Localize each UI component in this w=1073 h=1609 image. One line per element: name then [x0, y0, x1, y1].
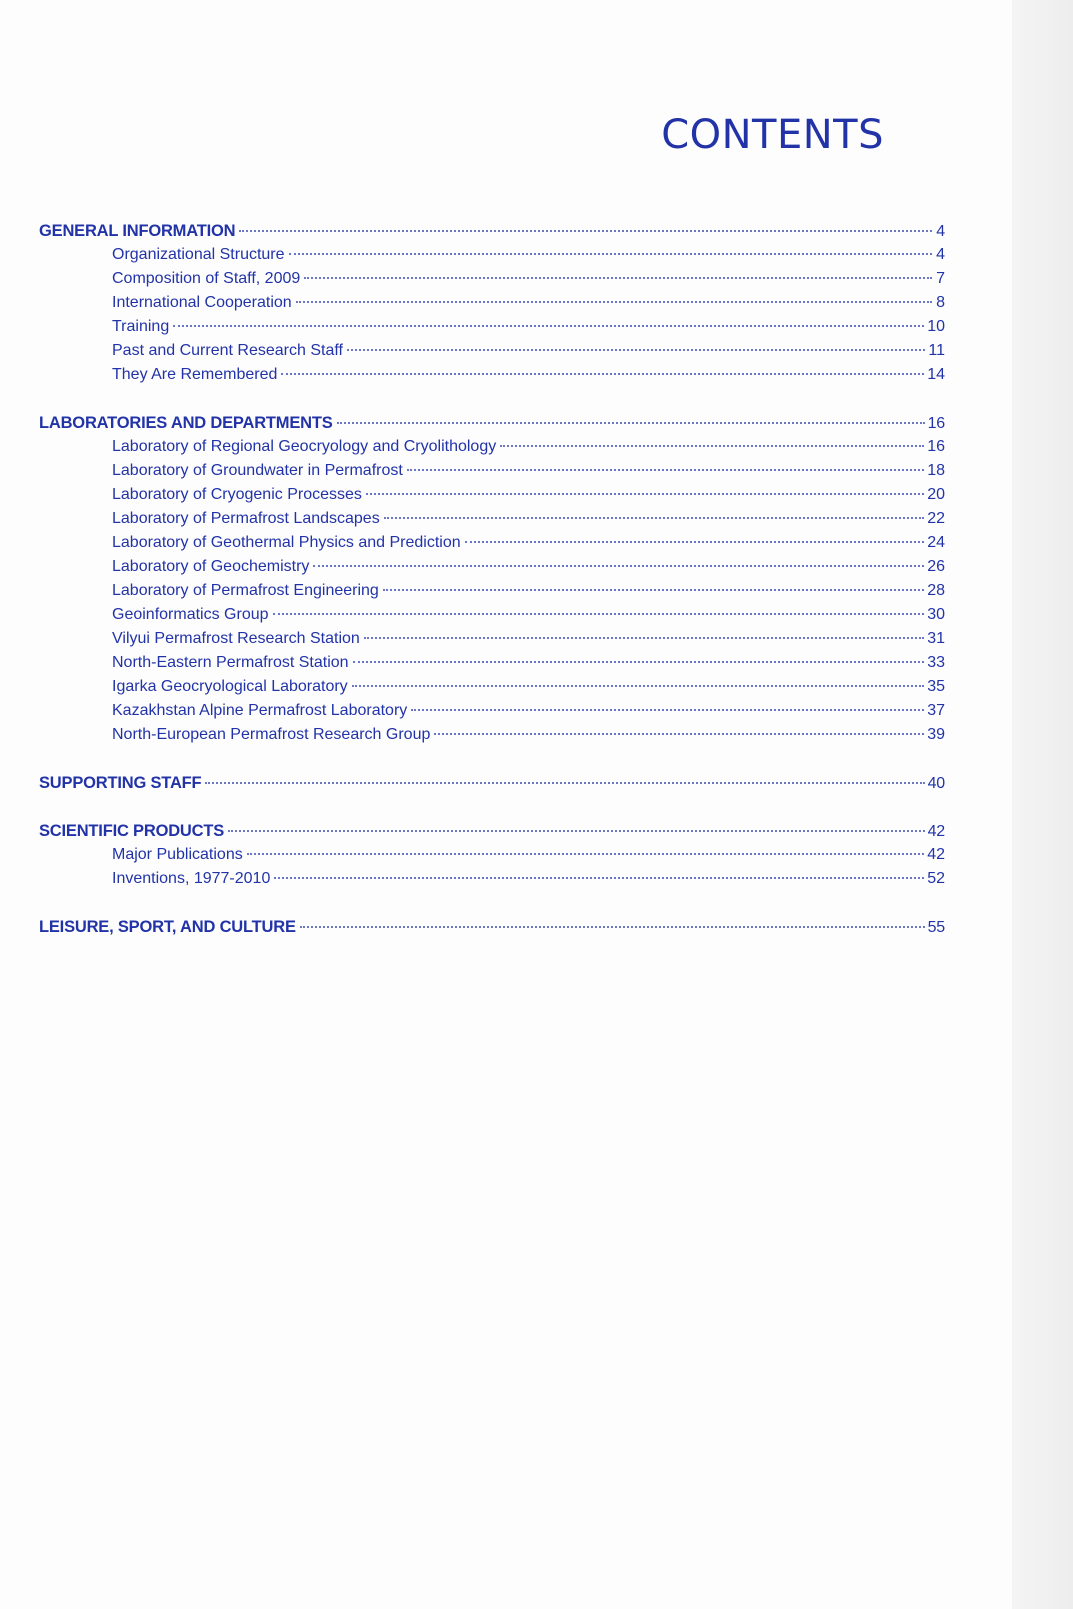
toc-entry-row[interactable] [39, 699, 945, 723]
toc-entry-label: Laboratory of Groundwater in Permafrost [112, 462, 403, 479]
toc-entry-row[interactable] [39, 531, 945, 555]
toc-page-number: 24 [927, 534, 945, 551]
toc-page-number: 8 [936, 294, 945, 311]
toc-entry-label: Major Publications [112, 846, 243, 863]
toc-page-number: 55 [927, 919, 945, 936]
toc-entry-row[interactable] [39, 627, 945, 651]
toc-entry-row[interactable] [39, 675, 945, 699]
toc-heading-row[interactable] [39, 771, 945, 795]
toc-section-scientific-products [39, 819, 945, 891]
toc-entry-row[interactable] [39, 579, 945, 603]
dot-leader [289, 253, 932, 255]
toc-page-number: 42 [927, 846, 945, 863]
dot-leader [434, 733, 924, 735]
toc-entry-row[interactable] [39, 315, 945, 339]
toc-entry-label: Geoinformatics Group [112, 606, 269, 623]
dot-leader [173, 325, 924, 327]
toc-page-number: 16 [927, 438, 945, 455]
toc-section-supporting-staff [39, 771, 945, 795]
toc-entry-label: Laboratory of Cryogenic Processes [112, 486, 362, 503]
toc-heading-label: SCIENTIFIC PRODUCTS [39, 822, 225, 840]
dot-leader [337, 422, 925, 424]
toc-page-number: 18 [927, 462, 945, 479]
toc-page-number: 22 [927, 510, 945, 527]
toc-entry-row[interactable] [39, 435, 945, 459]
dot-leader [384, 517, 925, 519]
dot-leader [313, 565, 924, 567]
dot-leader [273, 613, 925, 615]
toc-entry-row[interactable] [39, 507, 945, 531]
page-title: CONTENTS [661, 112, 884, 158]
toc-entry-label: North-Eastern Permafrost Station [112, 654, 349, 671]
toc-entry-label: International Cooperation [112, 294, 292, 311]
toc-page-number: 11 [928, 342, 945, 359]
toc-page-number: 33 [927, 654, 945, 671]
dot-leader [407, 469, 924, 471]
toc-page-number: 52 [927, 870, 945, 887]
dot-leader [500, 445, 924, 447]
toc-heading-label: GENERAL INFORMATION [39, 222, 236, 240]
toc-page-number: 39 [927, 726, 945, 743]
dot-leader [205, 782, 924, 784]
toc-page-number: 42 [927, 823, 945, 840]
toc-entry-row[interactable] [39, 483, 945, 507]
toc-entry-row[interactable] [39, 363, 945, 387]
toc-page-number: 40 [927, 775, 945, 792]
dot-leader [465, 541, 925, 543]
toc-entry-row[interactable] [39, 843, 945, 867]
dot-leader [281, 373, 924, 375]
toc-page-number: 4 [936, 246, 945, 263]
toc-entry-row[interactable] [39, 291, 945, 315]
toc-entry-label: Composition of Staff, 2009 [112, 270, 301, 287]
dot-leader [300, 926, 925, 928]
toc-heading-row[interactable] [39, 219, 945, 243]
toc-entry-label: Inventions, 1977-2010 [112, 870, 271, 887]
dot-leader [366, 493, 924, 495]
dot-leader [411, 709, 924, 711]
toc-entry-label: Kazakhstan Alpine Permafrost Laboratory [112, 702, 408, 719]
toc-entry-label: North-European Permafrost Research Group [112, 726, 431, 743]
toc-page-number: 7 [936, 270, 945, 287]
toc-page-number: 26 [927, 558, 945, 575]
dot-leader [239, 230, 932, 232]
table-of-contents [39, 219, 945, 963]
toc-heading-label: LABORATORIES AND DEPARTMENTS [39, 414, 333, 432]
toc-entry-row[interactable] [39, 603, 945, 627]
dot-leader [353, 661, 925, 663]
toc-entry-row[interactable] [39, 723, 945, 747]
toc-entry-label: Past and Current Research Staff [112, 342, 343, 359]
toc-page-number: 20 [927, 486, 945, 503]
dot-leader [247, 853, 924, 855]
toc-entry-label: They Are Remembered [112, 366, 278, 383]
toc-entry-label: Vilyui Permafrost Research Station [112, 630, 360, 647]
page-edge [1012, 0, 1073, 1609]
toc-page-number: 37 [927, 702, 945, 719]
toc-heading-label: SUPPORTING STAFF [39, 774, 202, 792]
toc-heading-row[interactable] [39, 411, 945, 435]
dot-leader [228, 830, 925, 832]
dot-leader [383, 589, 924, 591]
dot-leader [304, 277, 932, 279]
toc-page-number: 4 [936, 223, 945, 240]
toc-heading-row[interactable] [39, 915, 945, 939]
toc-entry-row[interactable] [39, 651, 945, 675]
toc-entry-label: Organizational Structure [112, 246, 285, 263]
dot-leader [364, 637, 924, 639]
toc-entry-row[interactable] [39, 267, 945, 291]
toc-page-number: 10 [927, 318, 945, 335]
dot-leader [352, 685, 925, 687]
toc-entry-label: Laboratory of Permafrost Engineering [112, 582, 379, 599]
toc-entry-label: Laboratory of Geothermal Physics and Prediction [112, 534, 461, 551]
toc-entry-row[interactable] [39, 555, 945, 579]
toc-section-leisure-sport-and-culture [39, 915, 945, 939]
toc-heading-label: LEISURE, SPORT, AND CULTURE [39, 918, 296, 936]
toc-page-number: 28 [927, 582, 945, 599]
toc-entry-label: Laboratory of Permafrost Landscapes [112, 510, 380, 527]
dot-leader [347, 349, 925, 351]
toc-entry-row[interactable] [39, 459, 945, 483]
toc-entry-row[interactable] [39, 867, 945, 891]
toc-heading-row[interactable] [39, 819, 945, 843]
toc-page-number: 30 [927, 606, 945, 623]
toc-entry-label: Laboratory of Geochemistry [112, 558, 310, 575]
toc-page-number: 31 [927, 630, 945, 647]
toc-section-general-information [39, 219, 945, 387]
toc-entry-label: Training [112, 318, 170, 335]
toc-entry-row[interactable] [39, 339, 945, 363]
toc-page-number: 14 [927, 366, 945, 383]
toc-page-number: 16 [927, 415, 945, 432]
toc-section-laboratories-and-departments [39, 411, 945, 747]
toc-entry-row[interactable] [39, 243, 945, 267]
dot-leader [274, 877, 924, 879]
toc-entry-label: Laboratory of Regional Geocryology and Cryolithology [112, 438, 497, 455]
toc-entry-label: Igarka Geocryological Laboratory [112, 678, 348, 695]
toc-page-number: 35 [927, 678, 945, 695]
dot-leader [296, 301, 932, 303]
